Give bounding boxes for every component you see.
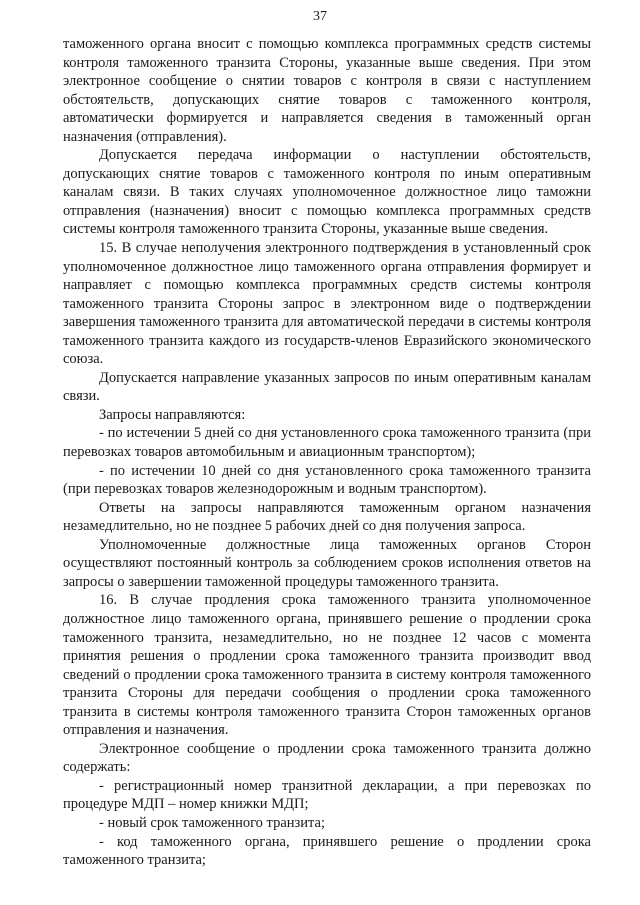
paragraph-info-transfer: Допускается передача информации о наступлении обстоятельств, допускающих снятие товаров с таможенного контроля по иным оперативным каналам связи. В таких случаях уполномоченное должностное лицо таможни отправления (назначения) вносит с помощью комплекса программных средств системы контроля таможенного транзита Стороны, указанные выше сведения. (63, 147, 591, 238)
paragraph-item-16: 16. В случае продления срока таможенного транзита уполномоченное должностное лицо таможенного органа, принявшего решение о продлении срока таможенного транзита, незамедлительно, но не позднее 12 часов с момента принятия решения о продлении срока таможенного транзита производит ввод сведений о продлении срока таможенного транзита в систему контроля таможенного транзита Стороны для передачи сообщения о продлении срока таможенного транзита в системы контроля таможенного транзита Сторон таможенных органов отправления и назначения. (63, 592, 591, 739)
list-item-5-days: - по истечении 5 дней со дня установленного срока таможенного транзита (при перевозках товаров автомобильным и авиационным транспортом); (63, 425, 591, 461)
paragraph-message-contents: Электронное сообщение о продлении срока таможенного транзита должно содержать: (63, 740, 591, 776)
list-item-10-days: - по истечении 10 дней со дня установленного срока таможенного транзита (при перевозках товаров железнодорожным и водным транспортом). (63, 462, 591, 498)
list-item-customs-code: - код таможенного органа, принявшего решение о продлении срока таможенного транзита; (63, 833, 591, 869)
paragraph-requests-sent: Запросы направляются: (99, 406, 246, 423)
page-number: 37 (313, 9, 327, 24)
paragraph-control: Уполномоченные должностные лица таможенных органов Сторон осуществляют постоянный контроль за соблюдением сроков исполнения ответов на запросы о завершении таможенной процедуры таможенного транзита. (63, 536, 591, 590)
paragraph-answers: Ответы на запросы направляются таможенным органом назначения незамедлительно, но не позднее 5 рабочих дней со дня получения запроса. (63, 499, 591, 535)
paragraph-item-15: 15. В случае неполучения электронного подтверждения в установленный срок уполномоченное должностное лицо таможенного органа отправления формирует и направляет с помощью комплекса программных средств системы контроля таможенного транзита Стороны запрос в электронном виде о подтверждении завершения таможенного транзита для автоматической передачи в системы контроля таможенного транзита каждого из государств-членов Евразийского экономического союза. (63, 240, 591, 368)
document-body (63, 35, 591, 870)
list-item-registration-number: - регистрационный номер транзитной декларации, а при перевозках по процедуре МДП – номер книжки МДП; (63, 777, 591, 813)
paragraph-requests-allowed: Допускается направление указанных запросов по иным оперативным каналам связи. (63, 369, 591, 405)
paragraph-continuation: таможенного органа вносит с помощью комплекса программных средств системы контроля таможенного транзита Стороны, указанные выше сведения. При этом электронное сообщение о снятии товаров с контроля в связи с наступлением обстоятельств, допускающих снятие товаров с таможенного контроля, автоматически формируется и направляется сведения в таможенный орган назначения (отправления). (63, 36, 591, 145)
list-item-new-term: - новый срок таможенного транзита; (99, 814, 325, 831)
